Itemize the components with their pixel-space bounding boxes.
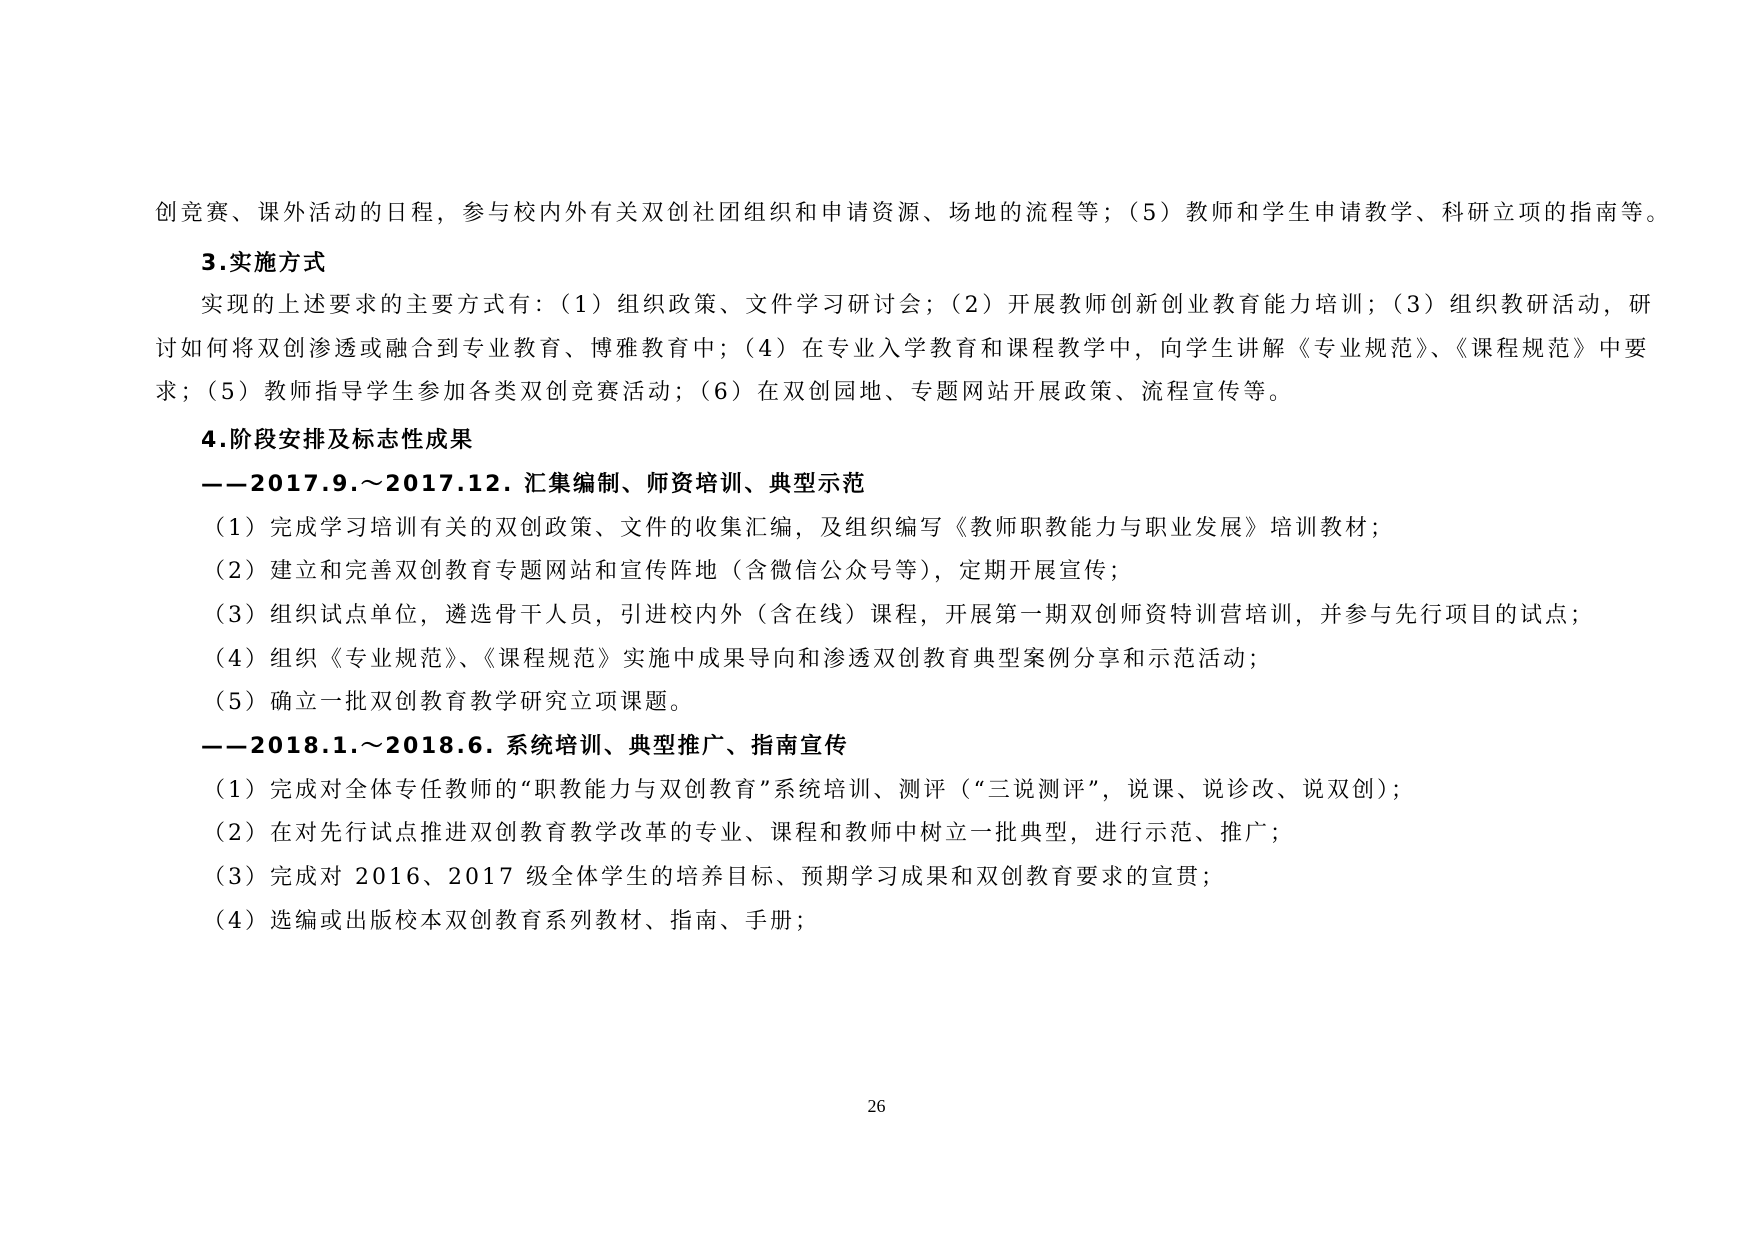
list-item: （1）完成对全体专任教师的“职教能力与双创教育”系统培训、测评（“三说测评”，说课、说诊改、说双创）；	[203, 778, 1416, 803]
section-heading: 3.实施方式	[201, 251, 328, 276]
list-item: （5）确立一批双创教育教学研究立项课题。	[203, 690, 695, 715]
section-heading: 4.阶段安排及标志性成果	[201, 428, 475, 453]
list-item: （2）建立和完善双创教育专题网站和宣传阵地（含微信公众号等），定期开展宣传；	[203, 559, 1134, 584]
phase-heading: ——2018.1.～2018.6. 系统培训、典型推广、指南宣传	[201, 734, 850, 759]
paragraph-line: 实现的上述要求的主要方式有：（1）组织政策、文件学习研讨会；（2）开展教师创新创业教育能力培训；（3）组织教研活动，研	[201, 293, 1655, 318]
list-item: （4）选编或出版校本双创教育系列教材、指南、手册；	[203, 909, 820, 934]
page-number: 26	[867, 1096, 886, 1116]
paragraph-line: 讨如何将双创渗透或融合到专业教育、博雅教育中；（4）在专业入学教育和课程教学中，向学生讲解《专业规范》、《课程规范》中要	[155, 337, 1651, 362]
list-item: （3）组织试点单位，遴选骨干人员，引进校内外（含在线）课程，开展第一期双创师资特训营培训，并参与先行项目的试点；	[203, 603, 1596, 628]
paragraph-line: 求；（5）教师指导学生参加各类双创竞赛活动；（6）在双创园地、专题网站开展政策、流程宣传等。	[155, 380, 1295, 405]
list-item: （4）组织《专业规范》、《课程规范》实施中成果导向和渗透双创教育典型案例分享和示范活动；	[203, 647, 1274, 672]
list-item: （3）完成对 2016、2017 级全体学生的培养目标、预期学习成果和双创教育要求的宣贯；	[203, 865, 1226, 890]
paragraph-line: 创竞赛、课外活动的日程，参与校内外有关双创社团组织和申请资源、场地的流程等；（5）教师和学生申请教学、科研立项的指南等。	[155, 201, 1673, 226]
phase-heading: ——2017.9.～2017.12. 汇集编制、师资培训、典型示范	[201, 472, 867, 497]
list-item: （2）在对先行试点推进双创教育教学改革的专业、课程和教师中树立一批典型，进行示范、推广；	[203, 821, 1296, 846]
list-item: （1）完成学习培训有关的双创政策、文件的收集汇编，及组织编写《教师职教能力与职业发展》培训教材；	[203, 516, 1396, 541]
